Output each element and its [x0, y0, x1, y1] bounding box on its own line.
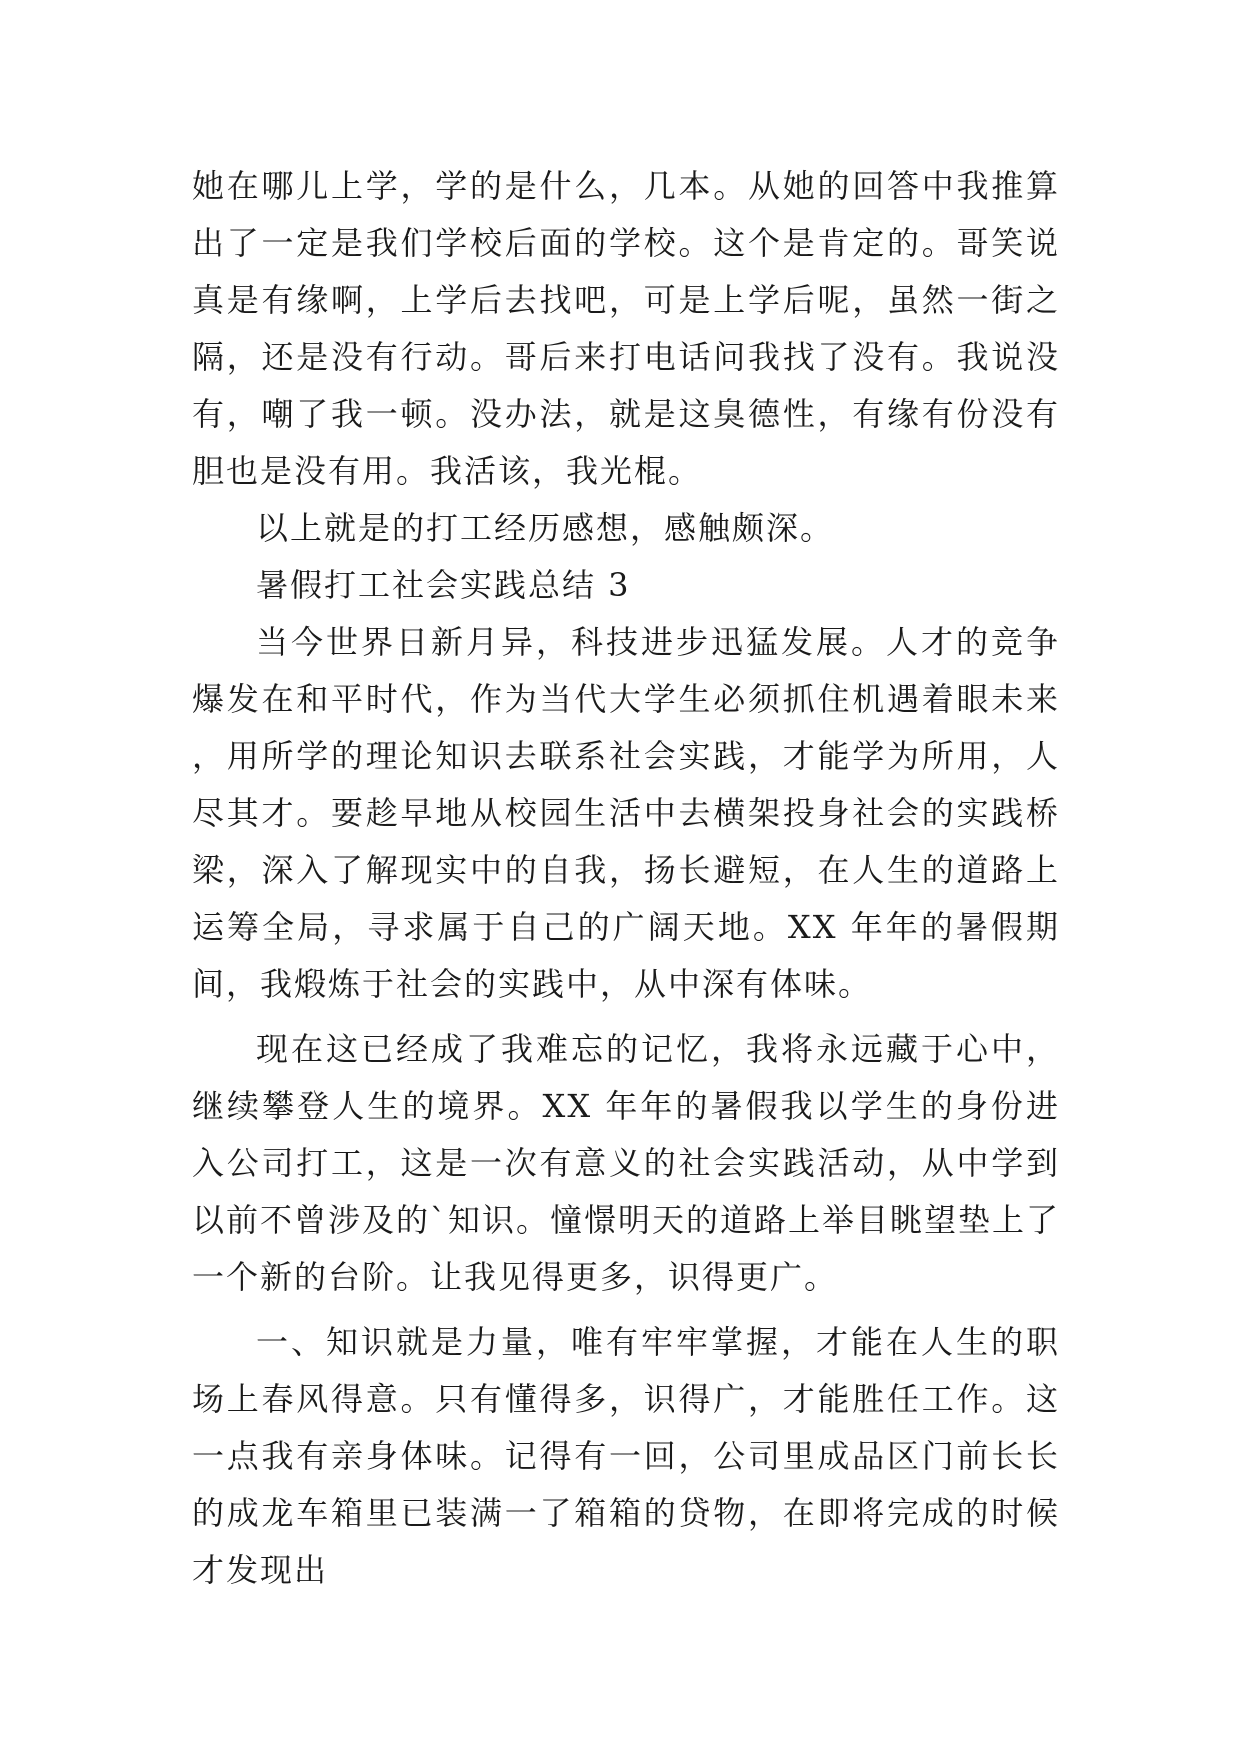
section-heading: 暑假打工社会实践总结 3 [256, 566, 631, 604]
paragraph-knowledge: 一、知识就是力量，唯有牢牢掌握，才能在人生的职场上春风得意。只有懂得多，识得广，才能胜任工作。这一点我有亲身体味。记得有一回，公司里成品区门前长长的成龙车箱里已装满一了箱箱的贷物，在即将完成的时候才发现出 [192, 1323, 1060, 1589]
paragraph-memory: 现在这已经成了我难忘的记忆，我将永远藏于心中，继续攀登人生的境界。XX 年年的暑假我以学生的身份进入公司打工，这是一次有意义的社会实践活动，从中学到以前不曾涉及的`知识。憧憬明天的道路上举目眺望垫上了一个新的台阶。让我见得更多，识得更广。 [192, 1030, 1061, 1296]
paragraph-continuation: 她在哪儿上学，学的是什么，几本。从她的回答中我推算出了一定是我们学校后面的学校。这个是肯定的。哥笑说真是有缘啊，上学后去找吧，可是上学后呢，虽然一街之隔，还是没有行动。哥后来打电话问我找了没有。我说没有，嘲了我一顿。没办法，就是这臭德性，有缘有份没有胆也是没有用。我活该，我光棍。 [192, 167, 1060, 490]
document-body [192, 158, 1060, 1599]
paragraph-intro: 当今世界日新月异，科技进步迅猛发展。人才的竞争爆发在和平时代，作为当代大学生必须抓住机遇着眼未来，用所学的理论知识去联系社会实践，才能学为所用，人尽其才。要趁早地从校园生活中去横架投身社会的实践桥梁，深入了解现实中的自我，扬长避短，在人生的道路上运筹全局，寻求属于自己的广阔天地。XX 年年的暑假期间，我煅炼于社会的实践中，从中深有体味。 [192, 623, 1060, 1003]
paragraph-summary: 以上就是的打工经历感想，感触颇深。 [256, 509, 835, 547]
